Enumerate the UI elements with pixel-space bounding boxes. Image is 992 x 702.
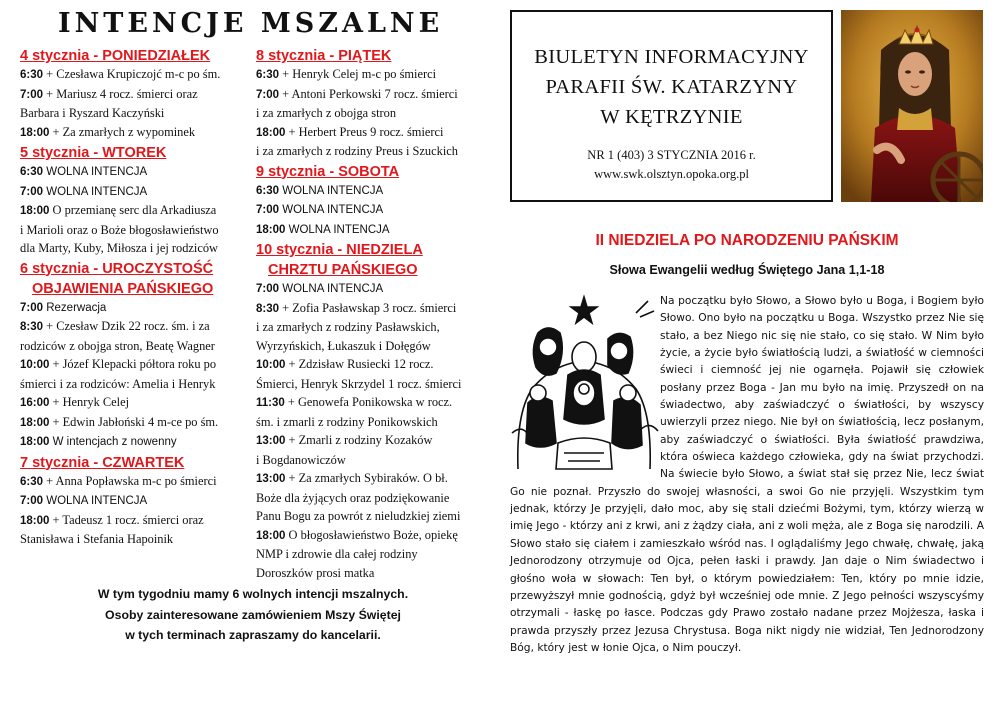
intention-time: 6:30 (20, 69, 44, 81)
intention-text: + Genowefa Ponikowska w rocz. (284, 395, 453, 409)
day-heading-continued: CHRZTU PAŃSKIEGO (268, 262, 418, 278)
bulletin-title-line: BIULETYN INFORMACYJNY (534, 46, 809, 68)
intention-text: Rezerwacja (43, 301, 107, 314)
intention-time: 7:00 (20, 185, 44, 198)
intention-text: + Józef Klepacki półtora roku po (49, 357, 217, 371)
intention-text: + Zofia Pasławskap 3 rocz. śmierci (279, 300, 457, 315)
intention-time: 6:30 (20, 475, 44, 488)
intention-text: Stanisława i Stefania Hapoinik (20, 532, 174, 546)
intention-time: 18:00 (20, 416, 50, 429)
intention-text: + Tadeusz 1 rocz. śmierci oraz (49, 512, 204, 527)
intention-time: 18:00 (20, 514, 50, 527)
intention-line (256, 123, 488, 143)
intention-line (256, 489, 488, 508)
intention-time: 13:00 (256, 435, 286, 447)
website-link[interactable]: www.swk.olsztyn.opoka.org.pl (594, 167, 749, 181)
intention-line (20, 317, 246, 337)
intention-text: O przemianę serc dla Arkadiusza (49, 203, 217, 217)
intentions-column-left (20, 45, 246, 549)
intention-line (256, 431, 488, 451)
intention-line (20, 85, 246, 105)
free-intentions-note (20, 584, 486, 646)
intention-text: i za zmarłych z obojga stron (256, 106, 397, 120)
intention-time: 10:00 (256, 359, 286, 371)
intention-text: + Zdzisław Rusiecki 12 rocz. (285, 357, 434, 371)
intention-text: + Za zmarłych Sybiraków. O bł. (285, 471, 448, 485)
intention-line (256, 142, 488, 161)
day-heading: 6 stycznia - UROCZYSTOŚĆ (20, 260, 214, 277)
intention-line (256, 337, 488, 356)
intention-text: NMP i zdrowie dla całej rodziny (256, 547, 418, 561)
bulletin-title-line: W KĘTRZYNIE (600, 106, 743, 128)
intention-line (256, 200, 488, 220)
intention-text: dla Marty, Kuby, Miłosza i jej rodziców (20, 241, 218, 255)
intention-line (256, 181, 488, 201)
intention-text: WOLNA INTENCJA (43, 495, 148, 507)
intention-line (256, 299, 488, 319)
intention-line (20, 375, 246, 394)
intention-text: + Antoni Perkowski 7 rocz. śmierci (279, 86, 458, 101)
intention-text: WOLNA INTENCJA (43, 185, 148, 198)
intention-time: 18:00 (256, 529, 286, 542)
intention-text: Panu Bogu za powrót z nieludzkiej ziemi (256, 509, 461, 523)
intention-line (256, 545, 488, 564)
intention-text: WOLNA INTENCJA (279, 204, 384, 216)
intention-line (20, 530, 246, 549)
intention-text: + Czesława Krupiczojć m-c po śm. (43, 67, 221, 81)
gospel-reading-text: Na początku było Słowo, a Słowo było u Boga, i Bogiem było Słowo. Ono było na początku u Boga. Wszystko przez Nie się stało, a bez Niego nic się nie stało, co się stało. W Nim było życie, a życie było światłością ludzi, a światłość w ciemności świeci i ciemność jej nie ogarnęła. Pojawił się człowiek posłany przez Boga - Jan mu było na imię. Przyszedł on na świadectwo, aby zaświadczyć o światłości, by wszyscy uwierzyli przez niego. Nie był on światłością, lecz posłanym, aby zaświadczyć o światłości. Była światłość prawdziwa, która oświeca każdego człowieka, gdy na świat przychodzi. Na świecie było Słowo, a świat stał się przez Nie, lecz świat Go nie poznał. Przyszło do swojej własności, a swoi Go nie przyjęli. Wszystkim tym jednak, którzy Je przyjęli, dało moc, aby się stali dziećmi Bożymi, tym, którzy wierzą w imię Jego - którzy ani z krwi, ani z żądzy ciała, ani z woli męża, ale z Boga się narodzili. A Słowo stało się ciałem i zamieszkało wśród nas. I oglądaliśmy Jego chwałę, chwałę, jaką Jednorodzony otrzymuje od Ojca, pełen łaski i prawdy. Jan daje o Nim świadectwo i głośno woła w słowach: Ten był, o którym powiedziałem: Ten, który po mnie idzie, przewyższył mnie godnością, gdyż był wcześniej ode mnie. Z Jego pełności wszyscyśmy otrzymali - łaskę po łasce. Podczas gdy Prawo zostało nadane przez Mojżesza, łaska i prawda przyszły przez Jezusa Chrystusa. Boga nikt nigdy nie widział, Ten Jednorodzony Bóg, który jest w łonie Ojca, o Nim pouczył. (510, 294, 984, 654)
st-catherine-icon (841, 10, 983, 202)
free-note-line: Osoby zainteresowane zamówieniem Mszy Świętej (105, 607, 401, 622)
intention-line (20, 239, 246, 258)
intention-line (256, 65, 488, 85)
intention-text: + Anna Popławska m-c po śmierci (43, 473, 217, 488)
intention-text: + Zmarli z rodziny Kozaków (285, 433, 433, 447)
intention-line (256, 413, 488, 432)
intention-line (20, 337, 246, 356)
intention-text: O błogosławieństwo Boże, opiekę (285, 527, 458, 542)
intention-text: W intencjach z nowenny (49, 436, 177, 448)
intention-time: 18:00 (20, 205, 50, 217)
intention-time: 7:00 (256, 283, 280, 295)
intention-time: 8:30 (256, 302, 280, 315)
intention-text: + Mariusz 4 rocz. śmierci oraz (43, 86, 198, 101)
intention-time: 18:00 (20, 436, 50, 448)
intention-line (20, 221, 246, 240)
intention-text: Śmierci, Henryk Skrzydel 1 rocz. śmierci (256, 376, 462, 391)
intention-line (256, 469, 488, 489)
intention-time: 16:00 (20, 397, 50, 409)
intention-time: 11:30 (256, 397, 285, 409)
intention-line (256, 279, 488, 299)
intention-line (256, 355, 488, 375)
intention-time: 8:30 (20, 321, 44, 333)
intention-text: śm. i zmarli z rodziny Ponikowskich (256, 414, 438, 429)
free-note-line: W tym tygodniu mamy 6 wolnych intencji mszalnych. (97, 587, 409, 601)
intention-line (20, 413, 246, 433)
intention-time: 6:30 (256, 69, 280, 81)
intention-text: Barbara i Ryszard Kaczyński (20, 106, 165, 120)
intention-text: Wyrzyńskich, Łukaszuk i Dołęgów (256, 338, 431, 353)
intention-time: 7:00 (20, 88, 44, 101)
intention-line (20, 65, 246, 85)
sunday-title: II NIEDZIELA PO NARODZENIU PAŃSKIM (595, 232, 899, 249)
intention-text: WOLNA INTENCJA (43, 166, 148, 178)
intention-line (256, 393, 488, 413)
intention-line (256, 526, 488, 546)
gospel-subtitle: Słowa Ewangelii według Świętego Jana 1,1-18 (609, 263, 885, 277)
intention-text: WOLNA INTENCJA (285, 223, 390, 236)
intention-text: i za zmarłych z rodziny Preus i Szuckich (256, 144, 458, 158)
issue-number: NR 1 (403) 3 STYCZNIA 2016 r. (587, 148, 756, 162)
intention-time: 7:00 (20, 301, 44, 314)
intention-line (20, 393, 246, 413)
intention-line (256, 85, 488, 105)
intention-line (20, 472, 246, 492)
day-heading: 7 stycznia - CZWARTEK (20, 454, 185, 471)
intention-line (20, 162, 246, 182)
page-title: INTENCJE MSZALNE (58, 8, 444, 39)
intention-time: 18:00 (20, 126, 50, 139)
intention-line (256, 507, 488, 526)
bulletin-title-line: PARAFII ŚW. KATARZYNY (545, 76, 798, 98)
intention-line (256, 104, 488, 123)
intention-line (20, 123, 246, 143)
intention-text: i Marioli oraz o Boże błogosławieństwo (20, 222, 219, 237)
intention-line (256, 220, 488, 240)
free-note-line: w tych terminach zapraszamy do kancelarii. (125, 628, 381, 642)
day-heading: 9 stycznia - SOBOTA (256, 163, 400, 180)
intention-text: Boże dla żyjących oraz podziękowanie (256, 490, 450, 505)
intention-time: 7:00 (256, 204, 280, 216)
intention-line (20, 182, 246, 202)
intention-time: 7:00 (256, 88, 280, 101)
day-heading: 10 stycznia - NIEDZIELA (256, 242, 423, 258)
intention-time: 6:30 (20, 166, 44, 178)
intention-line (256, 451, 488, 470)
intention-text: + Za zmarłych z wypominek (49, 124, 196, 139)
intention-text: + Edwin Jabłoński 4 m-ce po śm. (49, 414, 219, 429)
intention-line (20, 355, 246, 375)
intention-time: 13:00 (256, 473, 286, 485)
intention-text: WOLNA INTENCJA (279, 184, 384, 197)
intention-text: i Bogdanowiczów (256, 452, 346, 467)
intention-text: i za zmarłych z rodziny Pasławskich, (256, 320, 440, 334)
intention-time: 10:00 (20, 359, 50, 371)
day-heading: 8 stycznia - PIĄTEK (256, 48, 392, 64)
intention-line (20, 432, 246, 452)
intention-text: śmierci i za rodziców: Amelia i Henryk (20, 376, 216, 391)
intention-line (20, 298, 246, 318)
intention-line (20, 201, 246, 221)
day-heading-continued: OBJAWIENIA PAŃSKIEGO (32, 280, 214, 297)
intention-text: + Henryk Celej m-c po śmierci (279, 67, 437, 81)
intention-line (256, 564, 488, 583)
intention-time: 18:00 (256, 223, 286, 236)
nativity-float-spacer (510, 292, 660, 482)
intention-text: WOLNA INTENCJA (279, 283, 384, 295)
intentions-column-right (256, 45, 488, 582)
intention-text: + Henryk Celej (49, 395, 130, 409)
intention-line (256, 375, 488, 394)
intention-text: rodziców z obojga stron, Beatę Wagner (20, 338, 215, 353)
intention-line (20, 511, 246, 531)
intention-time: 6:30 (256, 184, 280, 197)
gospel-reading (510, 292, 984, 656)
intention-time: 7:00 (20, 495, 44, 507)
day-heading: 5 stycznia - WTOREK (20, 145, 167, 161)
bulletin-header (510, 10, 833, 202)
day-heading: 4 stycznia - PONIEDZIAŁEK (20, 48, 211, 64)
intention-line (256, 318, 488, 337)
intention-text: Doroszków prosi matka (256, 565, 375, 580)
intention-text: + Herbert Preus 9 rocz. śmierci (285, 124, 444, 139)
intention-line (20, 104, 246, 123)
intention-text: + Czesław Dzik 22 rocz. śm. i za (43, 319, 210, 333)
intention-line (20, 491, 246, 511)
intention-time: 18:00 (256, 126, 286, 139)
